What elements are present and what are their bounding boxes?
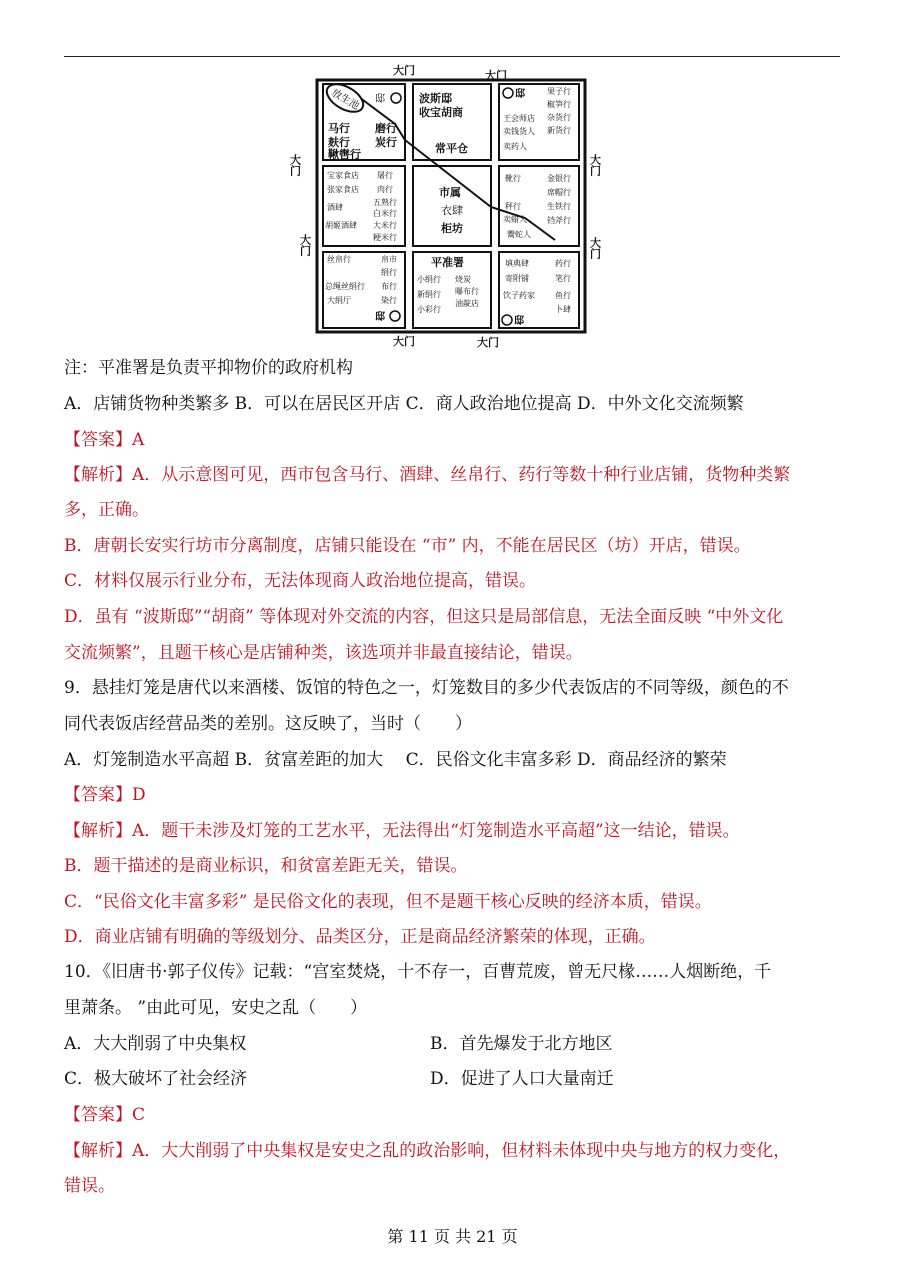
map-label: 市属 xyxy=(439,186,461,199)
figure-note: 注：平准署是负责平抑物价的政府机构 xyxy=(64,358,353,378)
map-label: 笔行 xyxy=(555,274,571,283)
map-label: 填典肆 xyxy=(505,259,529,268)
map-label: 靴行 xyxy=(505,174,521,183)
map-label: 屠行 xyxy=(377,171,393,180)
map-label: 邸 xyxy=(515,89,525,100)
header-rule xyxy=(64,56,840,57)
q10-stem: 里萧条。 ”由此可见，安史之乱（ ） xyxy=(64,998,368,1018)
map-label: 椒笋行 xyxy=(547,100,571,109)
q10-option-c: C．极大破坏了社会经济 xyxy=(64,1069,248,1089)
map-label: 胡姬酒肆 xyxy=(325,221,357,230)
gate-label: 大门 xyxy=(588,237,602,259)
map-label: 衣肆 xyxy=(441,204,463,217)
map-label: 杂货行 xyxy=(547,113,571,122)
map-label: 铛斧行 xyxy=(547,216,571,225)
q10-option-d: D．促进了人口大量南迁 xyxy=(430,1069,614,1089)
map-label: 总绳丝绢行 xyxy=(325,282,365,291)
map-label: 金银行 xyxy=(547,174,571,183)
map-label: 平准署 xyxy=(431,256,464,269)
map-label: 烧炭 xyxy=(455,275,471,284)
map-label: 放生池 xyxy=(329,87,361,113)
map-label: 新货行 xyxy=(547,126,571,135)
map-label: 酒肆 xyxy=(327,203,343,212)
map-label: 大绢厅 xyxy=(327,296,351,305)
q9-analysis: C．“民俗文化丰富多彩” 是民俗文化的表现，但不是题干核心反映的经济本质，错误。 xyxy=(64,892,712,912)
q9-analysis: 【解析】A．题干未涉及灯笼的工艺水平，无法得出“灯笼制造水平高超”这一结论，错误。 xyxy=(64,821,740,841)
map-label: 马行 xyxy=(328,122,350,135)
map-label: 磨行 xyxy=(375,122,397,135)
q10-option-b: B．首先爆发于北方地区 xyxy=(430,1034,613,1054)
map-label: 肉行 xyxy=(377,185,393,194)
map-label: 炭行 xyxy=(375,136,397,149)
q9-answer: 【答案】D xyxy=(64,785,146,805)
q10-analysis: 【解析】A．大大削弱了中央集权是安史之乱的政治影响，但材料未体现中央与地方的权力变化， xyxy=(64,1141,791,1161)
q8-options: A．店铺货物种类繁多 B．可以在居民区开店 C．商人政治地位提高 D．中外文化交流频繁 xyxy=(64,394,744,414)
map-label: 柜坊 xyxy=(441,222,463,235)
q10-stem: 10．《旧唐书·郭子仪传》记载：“宫室焚烧，十不存一，百曹荒废，曾无尺椽……人烟断绝，千 xyxy=(64,962,772,982)
q8-answer: 【答案】A xyxy=(64,430,145,450)
map-label: 卖蜡人 xyxy=(503,215,527,224)
map-label: 鞦辔行 xyxy=(328,148,361,161)
q9-stem: 同代表饭店经营品类的差别。这反映了，当时（ ） xyxy=(64,714,472,734)
gate-label: 大门 xyxy=(485,69,507,82)
q9-analysis: B．题干描述的是商业标识，和贫富差距无关，错误。 xyxy=(64,856,468,876)
gate-label: 大门 xyxy=(393,64,415,77)
q10-analysis: 错误。 xyxy=(64,1176,115,1196)
gate-label: 大门 xyxy=(288,154,302,176)
gate-label: 大门 xyxy=(393,335,415,348)
map-label: 张家食店 xyxy=(327,185,359,194)
map-label: 收宝胡商 xyxy=(419,106,463,119)
map-label: 染行 xyxy=(381,296,397,305)
map-label: 饮子药家 xyxy=(503,291,535,300)
gate-label: 大门 xyxy=(477,336,499,349)
map-label: 寄附铺 xyxy=(505,274,529,283)
map-label: 卜肆 xyxy=(555,305,571,314)
map-label: 五熟行 xyxy=(373,198,397,207)
map-label: 卖钱货人 xyxy=(503,127,535,136)
map-label: 大米行 xyxy=(373,221,397,230)
map-label: 邸 xyxy=(375,94,385,105)
map-label: 王会师店 xyxy=(503,114,535,123)
map-label: 白米行 xyxy=(373,209,397,218)
map-label: 麸行 xyxy=(328,136,350,149)
map-label: 绢行 xyxy=(381,268,397,277)
page-footer: 第 11 页 共 21 页 xyxy=(387,1227,518,1246)
map-label: 波斯邸 xyxy=(419,92,452,105)
map-label: 卖药人 xyxy=(503,142,527,151)
map-label: 丝帛行 xyxy=(327,255,351,264)
q9-analysis: D．商业店铺有明确的等级划分、品类区分，正是商品经济繁荣的体现，正确。 xyxy=(64,927,656,947)
q10-answer: 【答案】C xyxy=(64,1105,146,1125)
map-label: 曝布行 xyxy=(455,287,479,296)
q9-stem: 9．悬挂灯笼是唐代以来酒楼、饭馆的特色之一，灯笼数目的多少代表饭店的不同等级，颜色的不 xyxy=(64,678,789,698)
q9-options: A．灯笼制造水平高超 B．贫富差距的加大 C．民俗文化丰富多彩 D．商品经济的繁荣 xyxy=(64,750,727,770)
map-label: 席帽行 xyxy=(547,188,571,197)
map-label: 果子行 xyxy=(547,87,571,96)
map-label: 鬻蛇人 xyxy=(507,230,531,239)
map-label: 宝家食店 xyxy=(327,171,359,180)
q8-analysis: B．唐朝长安实行坊市分离制度，店铺只能设在 “市” 内，不能在居民区（坊）开店，错误。 xyxy=(64,536,751,556)
map-label: 小彩行 xyxy=(417,305,441,314)
map-label: 帛市 xyxy=(381,255,397,264)
gate-label: 大门 xyxy=(588,154,602,176)
q8-analysis: D．虽有 “波斯邸”“胡商” 等体现对外交流的内容，但这只是局部信息，无法全面反映 “中外文化 xyxy=(64,607,784,627)
map-label: 秤行 xyxy=(505,202,521,211)
west-market-map xyxy=(288,62,610,349)
map-label: 油靛店 xyxy=(455,299,479,308)
map-label: 布行 xyxy=(381,282,397,291)
map-label: 邸 xyxy=(375,312,385,323)
map-label: 常平仓 xyxy=(435,142,468,155)
q8-analysis: C．材料仅展示行业分布，无法体现商人政治地位提高，错误。 xyxy=(64,571,537,591)
map-label: 新绢行 xyxy=(417,290,441,299)
map-label: 药行 xyxy=(555,259,571,268)
map-label: 小绢行 xyxy=(417,275,441,284)
gate-label: 大门 xyxy=(298,234,312,256)
map-label: 生铁行 xyxy=(547,202,571,211)
q8-analysis: 交流频繁”，且题干核心是店铺种类，该选项并非最直接结论，错误。 xyxy=(64,643,583,663)
q8-analysis: 【解析】A．从示意图可见，西市包含马行、酒肆、丝帛行、药行等数十种行业店铺，货物种类繁 xyxy=(64,465,791,485)
map-label: 邸 xyxy=(514,316,524,327)
q10-option-a: A．大大削弱了中央集权 xyxy=(64,1034,247,1054)
q8-analysis: 多，正确。 xyxy=(64,500,149,520)
map-label: 粳米行 xyxy=(373,233,397,242)
map-label: 鱼行 xyxy=(555,291,571,300)
